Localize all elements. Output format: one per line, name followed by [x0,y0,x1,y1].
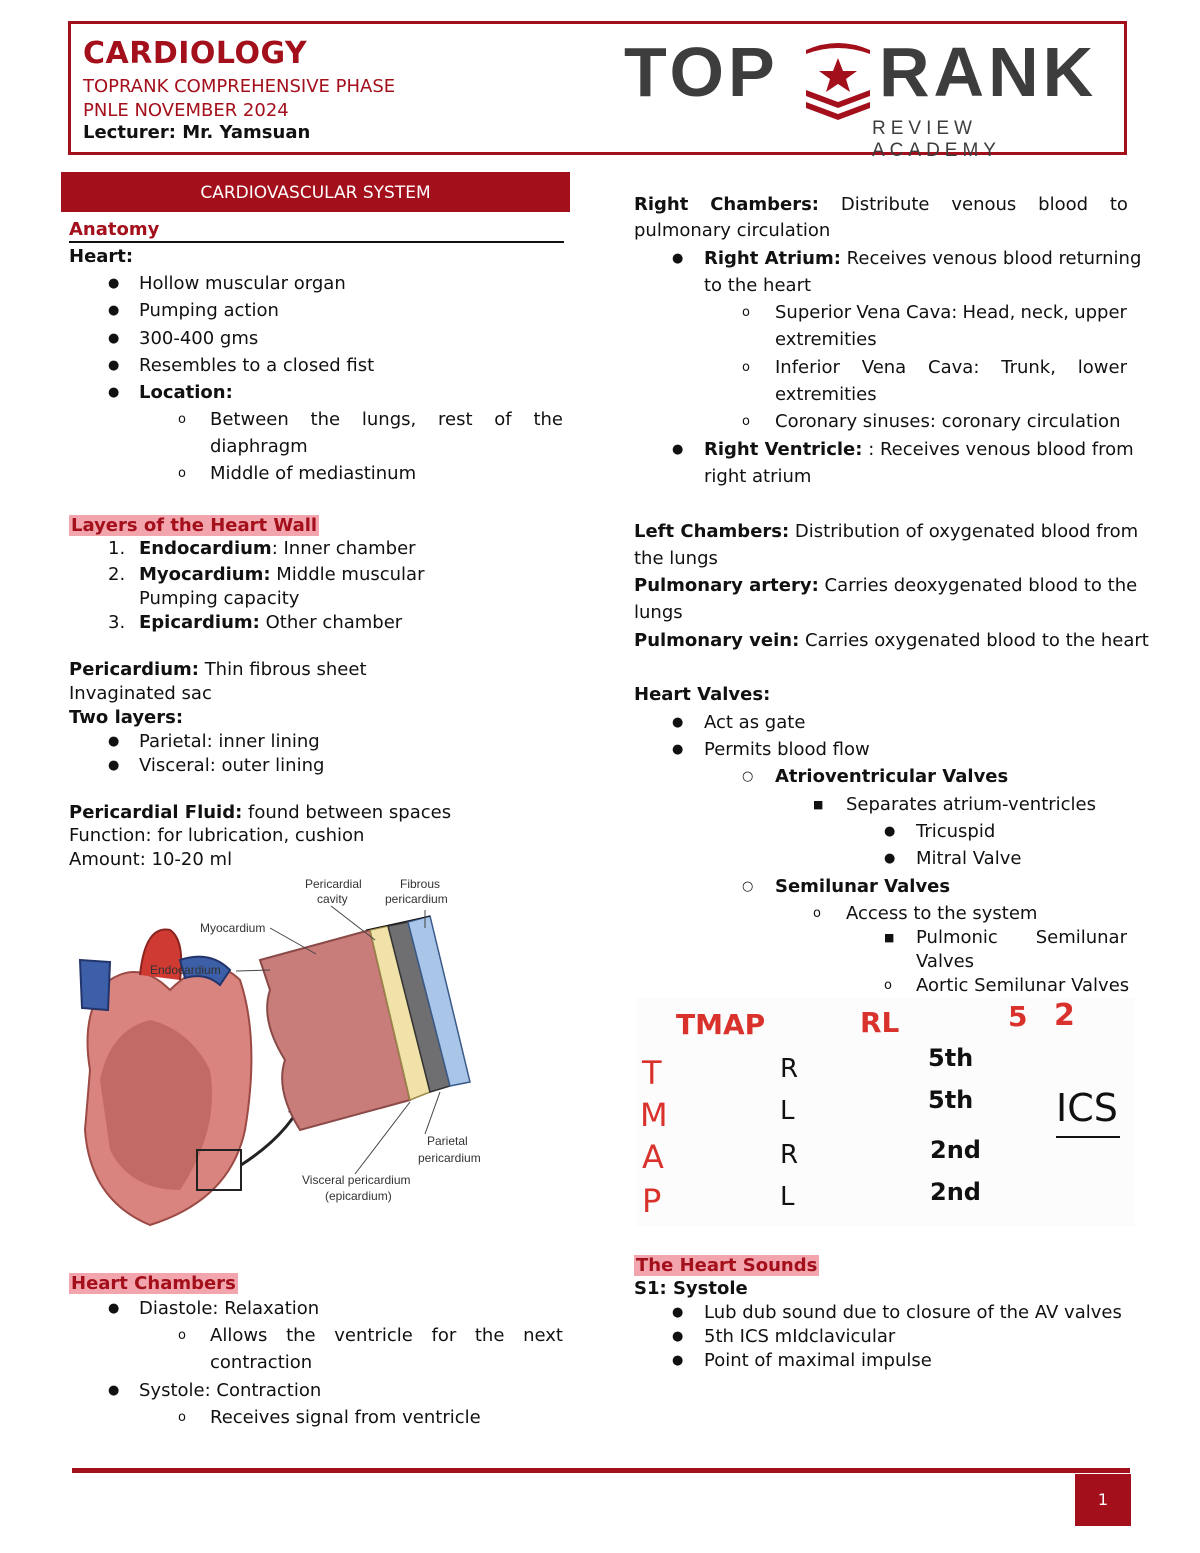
list-item: Diastole: Relaxation [139,1298,320,1319]
header-box [68,21,1127,161]
layer-num: 2. [108,564,126,585]
list-item: Act as gate [704,712,806,733]
bullet-icon: ● [108,1301,120,1316]
square-bullet-icon: ■ [884,931,895,944]
pulmonary-artery-def: Pulmonary artery: Carries deoxygenated blood to the [634,575,1138,596]
list-subitem: Access to the system [846,903,1038,924]
hw-side: L [780,1182,795,1212]
fig-label: pericardium [385,892,448,906]
hw-five: 5 [1008,1000,1028,1033]
fig-label: Visceral pericardium [302,1173,411,1187]
right-chambers-cont: pulmonary circulation [634,220,831,241]
list-item: Parietal: inner lining [139,731,320,752]
bullet-icon: ● [672,1305,684,1320]
hw-letter: T [642,1054,662,1092]
location-item-cont: diaphragm [210,436,308,457]
star-emblem-icon [802,40,874,122]
logo-subtitle: REVIEW ACADEMY [872,118,1001,161]
valve-item: Pulmonic Semilunar [916,927,1127,948]
hw-two: 2 [1054,998,1075,1033]
list-item: Point of maximal impulse [704,1350,932,1371]
bullet-icon: ● [672,742,684,757]
chambers-heading: Heart Chambers [71,1273,236,1294]
list-item: Resembles to a closed fist [139,355,375,376]
bullet-icon: ● [108,303,120,318]
doc-subtitle: TOPRANK COMPREHENSIVE PHASE [83,76,396,97]
list-subitem: Allows the ventricle for the next [210,1325,563,1346]
bullet-icon: ● [108,358,120,373]
bullet-icon: ● [672,1353,684,1368]
location-item: Middle of mediastinum [210,463,417,484]
layer-item: Endocardium: Inner chamber [139,538,416,559]
hw-ics-num: 5th [928,1044,974,1072]
layer-num: 1. [108,538,126,559]
list-item: Systole: Contraction [139,1380,322,1401]
layer-item-cont: Pumping capacity [139,588,300,609]
heart-label: Heart: [69,246,134,267]
circle-bullet-icon: o [178,1410,186,1425]
pulmonary-vein-def: Pulmonary vein: Carries oxygenated blood to the heart [634,630,1149,651]
bullet-icon: ● [672,715,684,730]
right-chambers-def: Right Chambers: Distribute venous blood to [634,194,1128,215]
circle-bullet-icon: ○ [742,879,754,894]
circle-bullet-icon: o [178,1328,186,1343]
right-atrium-def: Right Atrium: Receives venous blood returning [704,248,1142,269]
hw-underline [1056,1136,1120,1138]
hw-side: R [780,1054,799,1084]
heart-wall-diagram [70,870,570,1242]
leader-line [425,1092,440,1134]
bullet-icon: ● [672,251,684,266]
bullet-icon: ● [884,851,896,866]
bullet-icon: ● [108,1383,120,1398]
circle-bullet-icon: o [884,978,892,993]
pericardium-line2: Invaginated sac [69,683,212,704]
circle-bullet-icon: o [742,414,750,429]
circle-bullet-icon: o [813,906,821,921]
hw-letter: P [642,1182,662,1220]
circle-bullet-icon: o [178,412,186,427]
list-subitem-cont: contraction [210,1352,313,1373]
hw-side: R [780,1140,799,1170]
sounds-heading: The Heart Sounds [636,1255,818,1276]
logo-text-rank: RANK [879,33,1098,111]
valve-item: Aortic Semilunar Valves [916,975,1130,996]
valve-item: Mitral Valve [916,848,1022,869]
bullet-icon: ● [672,442,684,457]
svc-cont: extremities [775,329,877,350]
doc-date: PNLE NOVEMBER 2024 [83,100,289,121]
list-item: Pumping action [139,300,279,321]
av-valves-label: Atrioventricular Valves [775,766,1009,787]
fig-label: Myocardium [200,921,266,935]
fluid-def: Pericardial Fluid: found between spaces [69,802,452,823]
hw-rl: RL [860,1006,900,1039]
right-atrium-cont: to the heart [704,275,812,296]
pulmonary-artery-cont: lungs [634,602,683,623]
right-ventricle-def: Right Ventricle: : Receives venous blood from [704,439,1134,460]
left-chambers-def: Left Chambers: Distribution of oxygenated blood from [634,521,1139,542]
valves-heading: Heart Valves: [634,684,771,705]
footer-rule [72,1468,1130,1473]
valve-item-cont: Valves [916,951,975,972]
hw-letter: A [642,1138,664,1176]
toprank-logo [624,32,1114,161]
valve-item: Tricuspid [916,821,996,842]
list-subitem: Receives signal from ventricle [210,1407,481,1428]
list-item: Visceral: outer lining [139,755,325,776]
bullet-icon: ● [884,824,896,839]
list-item: Lub dub sound due to closure of the AV valves [704,1302,1122,1323]
ivc-item: Inferior Vena Cava: Trunk, lower [775,357,1127,378]
square-bullet-icon: ■ [813,798,824,811]
bullet-icon: ● [108,385,120,400]
bullet-icon: ● [108,331,120,346]
list-subitem: Separates atrium-ventricles [846,794,1097,815]
fig-label: cavity [317,892,348,906]
fig-label: Endocardium [150,963,221,977]
fluid-function: Function: for lubrication, cushion [69,825,365,846]
layer-num: 3. [108,612,126,633]
hw-side: L [780,1096,795,1126]
zoom-arrow [241,1110,298,1165]
doc-title: CARDIOLOGY [83,36,308,71]
vena-cava [80,960,110,1010]
hw-tmap: TMAP [676,1008,766,1041]
right-ventricle-cont: right atrium [704,466,812,487]
hw-ics: ICS [1056,1086,1118,1130]
layer-item: Epicardium: Other chamber [139,612,403,633]
circle-bullet-icon: ○ [742,769,754,784]
list-item: 5th ICS mIdclavicular [704,1326,896,1347]
hw-letter: M [640,1096,668,1134]
circle-bullet-icon: o [178,466,186,481]
fig-label: Fibrous [400,877,441,891]
left-chambers-cont: the lungs [634,548,718,569]
svc-item: Superior Vena Cava: Head, neck, upper [775,302,1127,323]
bullet-icon: ● [108,734,120,749]
location-item: Between the lungs, rest of the [210,409,563,430]
fluid-amount: Amount: 10-20 ml [69,849,233,870]
hw-ics-num: 2nd [930,1178,981,1206]
hw-ics-num: 2nd [930,1136,981,1164]
ivc-cont: extremities [775,384,877,405]
circle-bullet-icon: o [742,305,750,320]
s1-label: S1: Systole [634,1278,748,1299]
page-number: 1 [1075,1474,1131,1526]
list-item: Permits blood flow [704,739,870,760]
list-item: 300-400 gms [139,328,259,349]
layer-item: Myocardium: Middle muscular [139,564,425,585]
bullet-icon: ● [672,1329,684,1344]
fig-label: pericardium [418,1151,481,1165]
anatomy-heading: Anatomy [69,219,160,240]
logo-text-top: TOP [624,33,779,111]
fig-label: Pericardial [305,877,362,891]
location-label: Location: [139,382,233,403]
section-title-bar: CARDIOVASCULAR SYSTEM [61,172,570,212]
semilunar-label: Semilunar Valves [775,876,951,897]
layers-heading: Layers of the Heart Wall [71,515,318,536]
hw-ics-num: 5th [928,1086,974,1114]
fig-label: (epicardium) [325,1189,392,1203]
bullet-icon: ● [108,276,120,291]
circle-bullet-icon: o [742,360,750,375]
list-item: Hollow muscular organ [139,273,346,294]
bullet-icon: ● [108,758,120,773]
anatomy-underline [69,241,564,243]
fig-label: Parietal [427,1134,468,1148]
two-layers-label: Two layers: [69,707,184,728]
lecturer: Lecturer: Mr. Yamsuan [83,122,311,143]
pericardium-def: Pericardium: Thin fibrous sheet [69,659,367,680]
handwritten-note [636,998,1134,1226]
coronary-item: Coronary sinuses: coronary circulation [775,411,1121,432]
